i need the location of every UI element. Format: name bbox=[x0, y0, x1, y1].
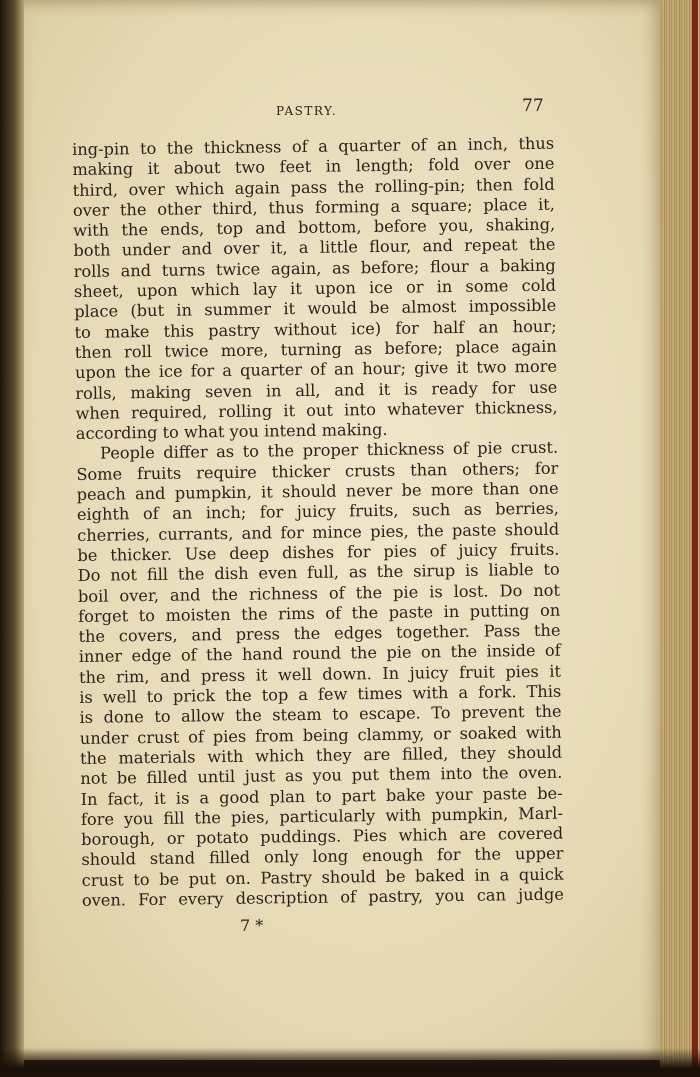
signature-mark: 7 * bbox=[240, 916, 264, 935]
text-line: the rim, and press it well down. In juicy fruit pies it bbox=[78, 661, 562, 687]
paragraph bbox=[72, 134, 558, 445]
text-line: is done to allow the steam to escape. To prevent the bbox=[79, 701, 562, 728]
body-text bbox=[72, 134, 564, 912]
text-line: not be filled until just as you put them into the oven. bbox=[80, 762, 563, 789]
text-line: crust to be put on. Pastry should be baked in a quick bbox=[81, 864, 564, 890]
text-line: Do not fill the dish even full, as the sirup is liable to bbox=[77, 559, 560, 586]
text-line: then roll twice more, turning as before; place again bbox=[74, 336, 557, 362]
text-line: when required, rolling it out into whatever thickness, bbox=[75, 397, 558, 423]
text-line: sheet, upon which lay it upon ice or in some cold bbox=[73, 275, 557, 302]
text-line: should stand filled only long enough for the upper bbox=[81, 844, 564, 870]
page-header bbox=[0, 96, 660, 120]
text-line: be thicker. Use deep dishes for pies of juicy fruits. bbox=[77, 539, 560, 565]
text-line: third, over which again pass the rolling-pin; then fold bbox=[72, 174, 555, 200]
paragraph bbox=[76, 438, 564, 911]
text-line: the covers, and press the edges together. Pass the bbox=[78, 620, 561, 647]
text-line: borough, or potato puddings. Pies which are covered bbox=[81, 823, 564, 850]
text-line: Some fruits require thicker crusts than others; for bbox=[76, 458, 559, 484]
text-line: making it about two feet in length; fold over one bbox=[72, 153, 555, 180]
text-line: In fact, it is a good plan to part bake your paste be- bbox=[80, 783, 563, 809]
text-line: under crust of pies from being clammy, or soaked with bbox=[79, 722, 562, 748]
running-title: PASTRY. bbox=[276, 104, 338, 118]
text-line: forget to moisten the rims of the paste in putting on bbox=[78, 600, 561, 626]
text-line: peach and pumpkin, it should never be more than one bbox=[76, 478, 559, 505]
text-line: rolls and turns twice again, as before; flour a baking bbox=[73, 255, 556, 281]
text-line: is well to prick the top a few times with a fork. This bbox=[79, 681, 562, 707]
text-line: fore you fill the pies, particularly with pumpkin, Marl- bbox=[80, 803, 563, 829]
text-line: according to what you intend making. bbox=[75, 420, 388, 444]
page-edges bbox=[660, 0, 700, 1077]
page-number: 77 bbox=[522, 96, 544, 116]
text-line: to make this pastry without ice) for half an hour; bbox=[74, 316, 557, 342]
red-edge-stain bbox=[692, 0, 698, 1077]
text-line: eighth of an inch; for juicy fruits, such as berries, bbox=[76, 499, 559, 525]
text-line: cherries, currants, and for mince pies, the paste should bbox=[77, 519, 560, 545]
text-line: with the ends, top and bottom, before you, shaking, bbox=[73, 214, 556, 241]
text-line: over the other third, thus forming a square; place it, bbox=[72, 194, 556, 220]
text-line: People differ as to the proper thickness of pie crust. bbox=[99, 438, 559, 464]
text-line: oven. For every description of pastry, you can judge bbox=[81, 884, 565, 910]
text-line: place (but in summer it would be almost impossible bbox=[74, 296, 557, 322]
text-line: both under and over it, a little flour, and repeat the bbox=[73, 235, 556, 261]
text-line: inner edge of the hand round the pie on the inside of bbox=[78, 641, 561, 667]
text-line: boil over, and the richness of the pie is lost. Do not bbox=[77, 580, 561, 606]
text-line: ing-pin to the thickness of a quarter of an inch, thus bbox=[72, 133, 555, 159]
book-gutter-shadow bbox=[0, 0, 24, 1077]
text-line: upon the ice for a quarter of an hour; give it two more bbox=[74, 356, 558, 383]
text-line: the materials with which they are filled, they should bbox=[79, 742, 563, 768]
bottom-edge-shadow bbox=[0, 1048, 700, 1077]
text-line: rolls, making seven in all, and it is ready for use bbox=[75, 377, 558, 403]
